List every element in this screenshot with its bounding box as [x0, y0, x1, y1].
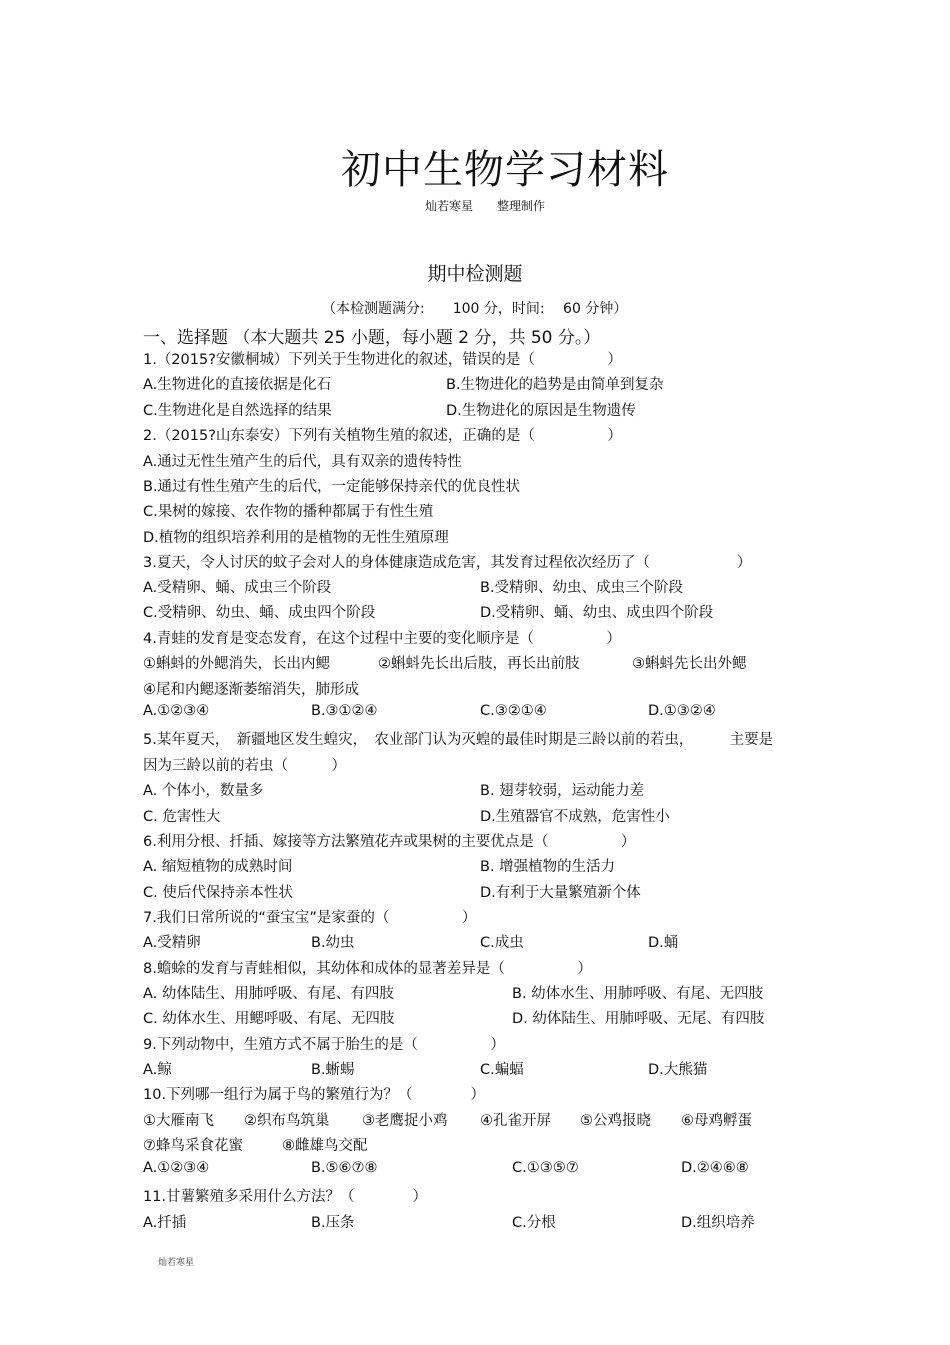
option-d: D.生物进化的原因是生物遗传: [446, 403, 636, 419]
exam-note: （本检测题满分: 100 分，时间: 60 分钟）: [322, 301, 628, 317]
page-footer: 灿若寒星: [158, 1258, 195, 1268]
option-a: A.受精卵、蛹、成虫三个阶段: [143, 580, 332, 596]
option-a: A.通过无性生殖产生的后代，具有双亲的遗传特性: [143, 454, 462, 470]
option-c: C.分根: [512, 1215, 556, 1231]
option-d: D.有利于大量繁殖新个体: [480, 885, 641, 901]
question-stem: 6.利用分根、扦插、嫁接等方法繁殖花卉或果树的主要优点是（ ）: [143, 834, 636, 850]
option-b: B.③①②④: [311, 703, 378, 719]
option-d: D.生殖器官不成熟，危害性小: [480, 809, 670, 825]
option-b: B. 增强植物的生活力: [480, 859, 616, 875]
option-a: A. 缩短植物的成熟时间: [143, 859, 293, 875]
option-b: B. 幼体水生、用肺呼吸、有尾、无四肢: [512, 986, 764, 1002]
option-d: D.①③②④: [648, 703, 716, 719]
statement-item: ⑦蜂鸟采食花蜜: [143, 1138, 243, 1154]
statement-item: ⑧雌雄鸟交配: [282, 1138, 368, 1154]
section-heading: 一、选择题 （本大题共 25 小题，每小题 2 分，共 50 分。）: [143, 328, 601, 348]
question-stem: 10.下列哪一组行为属于鸟的繁殖行为？（ ）: [143, 1087, 486, 1103]
option-b: B.⑤⑥⑦⑧: [311, 1160, 378, 1176]
option-a: A.生物进化的直接依据是化石: [143, 377, 332, 393]
question-stem: 1.（2015?安徽桐城）下列关于生物进化的叙述，错误的是（ ）: [143, 352, 622, 368]
option-a: A. 个体小，数量多: [143, 783, 264, 799]
option-d: D.蛹: [648, 935, 679, 951]
option-b: B.通过有性生殖产生的后代，一定能够保持亲代的优良性状: [143, 479, 521, 495]
question-stem: 9.下列动物中，生殖方式不属于胎生的是（ ）: [143, 1037, 505, 1053]
question-stem: 4.青蛙的发育是变态发育，在这个过程中主要的变化顺序是（ ）: [143, 631, 621, 647]
statement-item: ⑥母鸡孵蛋: [681, 1113, 752, 1129]
question-stem: 2.（2015?山东泰安）下列有关植物生殖的叙述，正确的是（ ）: [143, 428, 622, 444]
option-b: B.生物进化的趋势是由简单到复杂: [446, 377, 664, 393]
statement-item: ①蝌蚪的外鳃消失，长出内鳃: [143, 656, 330, 672]
option-d: D.受精卵、蛹、幼虫、成虫四个阶段: [480, 605, 714, 621]
option-b: B.受精卵、幼虫、成虫三个阶段: [480, 580, 684, 596]
option-c: C.受精卵、幼虫、蛹、成虫四个阶段: [143, 605, 376, 621]
question-stem: 3.夏天，令人讨厌的蚊子会对人的身体健康造成危害，其发育过程依次经历了（ ）: [143, 555, 752, 571]
question-stem: 8.蟾蜍的发育与青蛙相似，其幼体和成体的显著差异是（ ）: [143, 961, 592, 977]
question-stem-continued: 因为三龄以前的若虫（ ）: [143, 758, 346, 774]
statement-item: ⑤公鸡报晓: [580, 1113, 651, 1129]
option-b: B.蜥蜴: [311, 1062, 355, 1078]
question-stem: 5.某年夏天， 新疆地区发生蝗灾， 农业部门认为灭蝗的最佳时期是三龄以前的若虫， 主要是: [143, 732, 774, 748]
option-c: C.成虫: [480, 935, 524, 951]
option-c: C. 使后代保持亲本性状: [143, 885, 293, 901]
option-d: D.大熊猫: [648, 1062, 708, 1078]
page-subtitle: 灿若寒星 整理制作: [425, 199, 546, 213]
option-c: C.蝙蝠: [480, 1062, 524, 1078]
option-a: A.鲸: [143, 1062, 172, 1078]
option-d: D.组织培养: [681, 1215, 755, 1231]
option-c: C. 危害性大: [143, 809, 221, 825]
statement-item: ③蝌蚪先长出外鳃: [632, 656, 747, 672]
option-c: C. 幼体水生、用鳃呼吸、有尾、无四肢: [143, 1011, 395, 1027]
option-a: A.①②③④: [143, 703, 210, 719]
statement-item: ②蝌蚪先长出后肢，再长出前肢: [378, 656, 580, 672]
statement-item: ③老鹰捉小鸡: [362, 1113, 448, 1129]
statement-item: ②织布鸟筑巢: [244, 1113, 330, 1129]
option-c: C.生物进化是自然选择的结果: [143, 403, 332, 419]
option-a: A.①②③④: [143, 1160, 210, 1176]
option-c: C.果树的嫁接、农作物的播种都属于有性生殖: [143, 504, 434, 520]
option-d: D. 幼体陆生、用肺呼吸、无尾、有四肢: [512, 1011, 765, 1027]
page-title: 初中生物学习材料: [341, 147, 669, 193]
statement-item: ④尾和内鳃逐渐萎缩消失，肺形成: [143, 682, 359, 698]
question-stem: 11.甘薯繁殖多采用什么方法？（ ）: [143, 1189, 428, 1205]
option-a: A.受精卵: [143, 935, 201, 951]
option-d: D.植物的组织培养利用的是植物的无性生殖原理: [143, 530, 449, 546]
exam-title: 期中检测题: [427, 263, 523, 285]
option-b: B.压条: [311, 1215, 355, 1231]
option-b: B. 翅芽较弱，运动能力差: [480, 783, 645, 799]
option-b: B.幼虫: [311, 935, 355, 951]
option-c: C.③②①④: [480, 703, 547, 719]
option-a: A.扦插: [143, 1215, 187, 1231]
option-a: A. 幼体陆生、用肺呼吸、有尾、有四肢: [143, 986, 394, 1002]
option-d: D.②④⑥⑧: [681, 1160, 749, 1176]
statement-item: ④孔雀开屏: [480, 1113, 551, 1129]
option-c: C.①③⑤⑦: [512, 1160, 579, 1176]
question-stem: 7.我们日常所说的“蚕宝宝”是家蚕的（ ）: [143, 910, 477, 926]
statement-item: ①大雁南飞: [143, 1113, 214, 1129]
